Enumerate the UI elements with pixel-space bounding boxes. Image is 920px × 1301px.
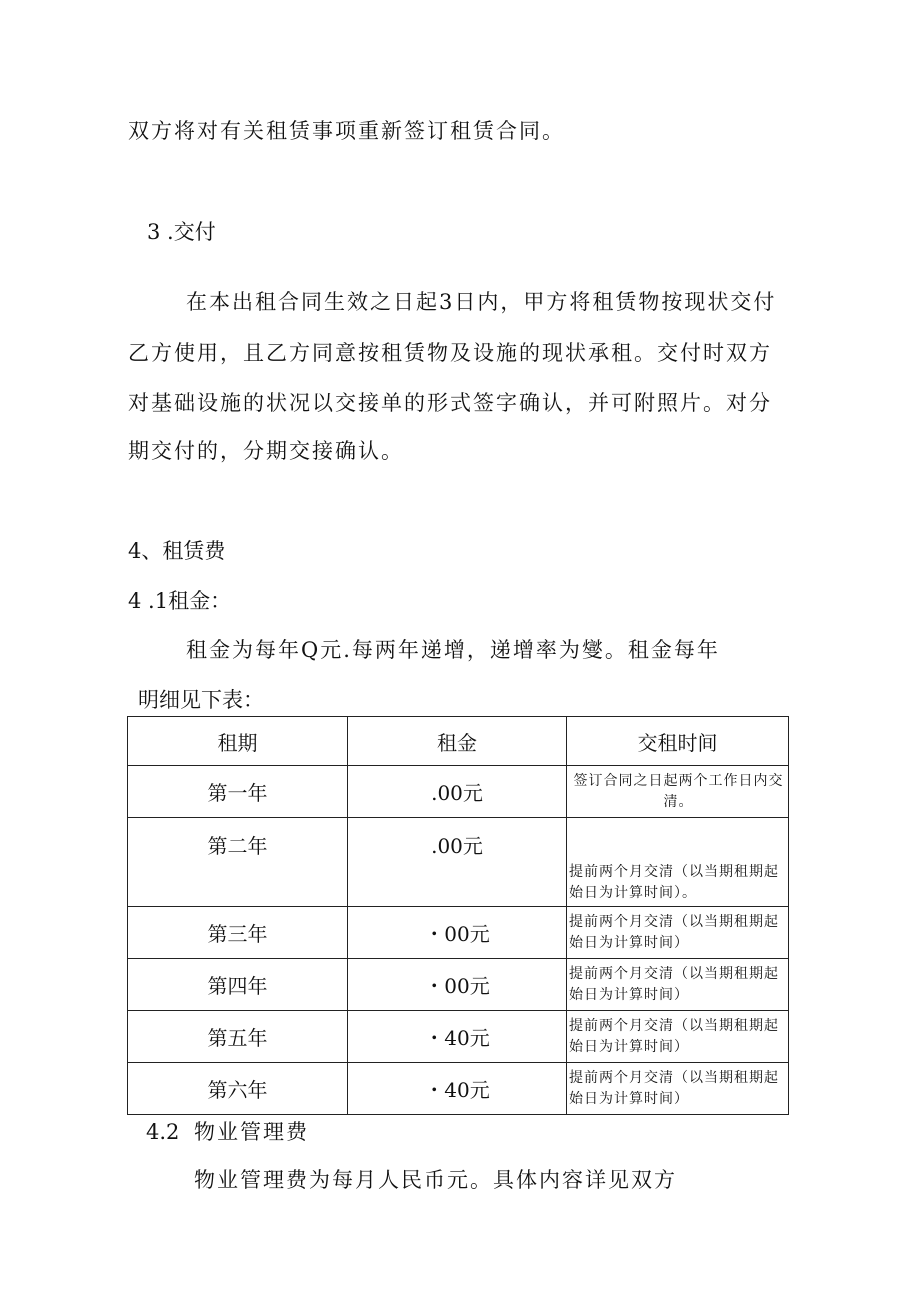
table-header-row (128, 717, 789, 766)
cell-payment-time: 提前两个月交清（以当期租期起始日为计算时间） (567, 907, 789, 959)
table-row (128, 1063, 789, 1115)
cell-term: 第一年 (128, 766, 348, 818)
cell-rent: ・40元 (348, 1011, 567, 1063)
cell-rent: ・00元 (348, 959, 567, 1011)
cell-term: 第二年 (128, 818, 348, 907)
heading-rent: 4 .1租金： (128, 589, 232, 613)
table-row (128, 959, 789, 1011)
cell-term: 第四年 (128, 959, 348, 1011)
header-term: 租期 (128, 717, 348, 766)
header-rent: 租金 (348, 717, 567, 766)
paragraph-delivery-line-3: 对基础设施的状况以交接单的形式签字确认，并可附照片。对分 (128, 391, 772, 415)
cell-payment-time: 签订合同之日起两个工作日内交清。 (567, 766, 789, 818)
cell-rent: ・00元 (348, 907, 567, 959)
cell-rent: .00元 (348, 818, 567, 907)
paragraph-delivery-line-1: 在本出租合同生效之日起3日内，甲方将租赁物按现状交付 (186, 290, 777, 314)
paragraph-rent-line-1: 租金为每年Q元.每两年递增，递增率为燮。租金每年 (186, 638, 720, 662)
heading-property-fee-number: 4.2 (146, 1120, 180, 1144)
table-row (128, 907, 789, 959)
paragraph-property-fee-line-1: 物业管理费为每月人民币元。具体内容详见双方 (194, 1168, 677, 1192)
table-row (128, 818, 789, 907)
paragraph-delivery-line-2: 乙方使用，且乙方同意按租赁物及设施的现状承租。交付时双方 (128, 341, 772, 365)
paragraph-delivery-line-4: 期交付的，分期交接确认。 (128, 439, 404, 463)
cell-payment-time: 提前两个月交清（以当期租期起始日为计算时间） (567, 1011, 789, 1063)
paragraph-contract-renewal: 双方将对有关租赁事项重新签订租赁合同。 (128, 119, 565, 143)
table-row (128, 766, 789, 818)
heading-rent-fees: 4、租赁费 (128, 539, 226, 563)
cell-rent: .00元 (348, 766, 567, 818)
table-row (128, 1011, 789, 1063)
cell-term: 第五年 (128, 1011, 348, 1063)
heading-property-fee: 物业管理费 (194, 1120, 309, 1144)
cell-payment-time: 提前两个月交清（以当期租期起始日为计算时间） (567, 1063, 789, 1115)
cell-term: 第三年 (128, 907, 348, 959)
cell-payment-time: 提前两个月交清（以当期租期起始日为计算时间）。 (567, 818, 789, 907)
cell-payment-time: 提前两个月交清（以当期租期起始日为计算时间） (567, 959, 789, 1011)
cell-rent: ・40元 (348, 1063, 567, 1115)
heading-delivery: 3 .交付 (147, 220, 216, 244)
header-payment-time: 交租时间 (567, 717, 789, 766)
paragraph-rent-line-2: 明细见下表： (138, 688, 264, 712)
cell-term: 第六年 (128, 1063, 348, 1115)
rent-schedule-table (127, 716, 789, 1115)
